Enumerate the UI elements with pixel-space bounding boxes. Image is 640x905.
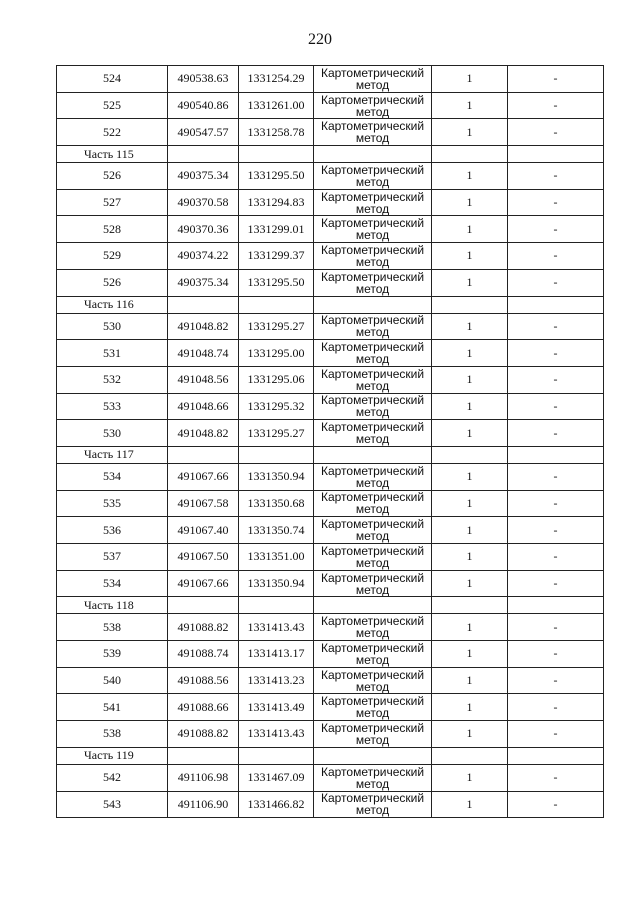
table-row bbox=[57, 764, 604, 791]
point-number-cell: 532 bbox=[57, 366, 168, 393]
point-number-cell: 538 bbox=[57, 614, 168, 641]
method-line-2: метод bbox=[355, 732, 390, 747]
empty-cell bbox=[508, 446, 604, 463]
method-cell bbox=[314, 189, 432, 216]
y-coordinate-cell: 1331295.00 bbox=[239, 340, 314, 367]
count-cell: 1 bbox=[432, 721, 508, 748]
method-line-1: Картометрический bbox=[320, 667, 425, 682]
dash-cell: - bbox=[508, 269, 604, 296]
count-cell: 1 bbox=[432, 694, 508, 721]
table-row bbox=[57, 641, 604, 668]
point-number-cell: 525 bbox=[57, 92, 168, 119]
count-cell: 1 bbox=[432, 66, 508, 93]
point-number-cell: 530 bbox=[57, 313, 168, 340]
dash-cell: - bbox=[508, 764, 604, 791]
method-cell bbox=[314, 694, 432, 721]
empty-cell bbox=[239, 747, 314, 764]
y-coordinate-cell: 1331258.78 bbox=[239, 119, 314, 146]
method-line-1: Картометрический bbox=[320, 216, 425, 231]
point-number-cell: 533 bbox=[57, 393, 168, 420]
y-coordinate-cell: 1331299.37 bbox=[239, 243, 314, 270]
method-line-1: Картометрический bbox=[320, 614, 425, 629]
empty-cell bbox=[432, 597, 508, 614]
empty-cell bbox=[432, 446, 508, 463]
y-coordinate-cell: 1331295.27 bbox=[239, 313, 314, 340]
x-coordinate-cell: 490538.63 bbox=[168, 66, 239, 93]
method-cell bbox=[314, 490, 432, 517]
table-row bbox=[57, 393, 604, 420]
method-line-2: метод bbox=[355, 378, 390, 393]
x-coordinate-cell: 491067.50 bbox=[168, 544, 239, 571]
x-coordinate-cell: 491048.82 bbox=[168, 313, 239, 340]
empty-cell bbox=[168, 296, 239, 313]
dash-cell: - bbox=[508, 216, 604, 243]
method-cell bbox=[314, 791, 432, 818]
method-line-2: метод bbox=[355, 325, 390, 340]
method-cell bbox=[314, 92, 432, 119]
method-line-1: Картометрический bbox=[320, 640, 425, 655]
count-cell: 1 bbox=[432, 667, 508, 694]
x-coordinate-cell: 491048.56 bbox=[168, 366, 239, 393]
count-cell: 1 bbox=[432, 463, 508, 490]
point-number-cell: 542 bbox=[57, 764, 168, 791]
method-line-2: метод bbox=[355, 529, 390, 544]
dash-cell: - bbox=[508, 313, 604, 340]
method-cell bbox=[314, 366, 432, 393]
method-cell bbox=[314, 313, 432, 340]
y-coordinate-cell: 1331413.17 bbox=[239, 641, 314, 668]
method-line-1: Картометрический bbox=[320, 694, 425, 709]
method-cell bbox=[314, 420, 432, 447]
point-number-cell: 534 bbox=[57, 570, 168, 597]
table-row bbox=[57, 490, 604, 517]
method-cell bbox=[314, 570, 432, 597]
point-number-cell: 529 bbox=[57, 243, 168, 270]
table-row bbox=[57, 92, 604, 119]
table-row bbox=[57, 366, 604, 393]
part-header-row bbox=[57, 146, 604, 163]
method-line-1: Картометрический bbox=[320, 162, 425, 177]
y-coordinate-cell: 1331466.82 bbox=[239, 791, 314, 818]
method-line-1: Картометрический bbox=[320, 189, 425, 204]
point-number-cell: 527 bbox=[57, 189, 168, 216]
method-line-1: Картометрический bbox=[320, 393, 425, 408]
method-line-2: метод bbox=[355, 626, 390, 641]
y-coordinate-cell: 1331294.83 bbox=[239, 189, 314, 216]
dash-cell: - bbox=[508, 544, 604, 571]
point-number-cell: 534 bbox=[57, 463, 168, 490]
point-number-cell: 526 bbox=[57, 163, 168, 190]
table-row bbox=[57, 216, 604, 243]
method-line-1: Картометрический bbox=[320, 791, 425, 806]
method-cell bbox=[314, 641, 432, 668]
method-line-2: метод bbox=[355, 201, 390, 216]
table-row bbox=[57, 119, 604, 146]
x-coordinate-cell: 491088.82 bbox=[168, 614, 239, 641]
count-cell: 1 bbox=[432, 119, 508, 146]
dash-cell: - bbox=[508, 517, 604, 544]
x-coordinate-cell: 491048.66 bbox=[168, 393, 239, 420]
x-coordinate-cell: 490540.86 bbox=[168, 92, 239, 119]
point-number-cell: 536 bbox=[57, 517, 168, 544]
point-number-cell: 538 bbox=[57, 721, 168, 748]
count-cell: 1 bbox=[432, 517, 508, 544]
point-number-cell: 524 bbox=[57, 66, 168, 93]
method-cell bbox=[314, 721, 432, 748]
y-coordinate-cell: 1331413.49 bbox=[239, 694, 314, 721]
dash-cell: - bbox=[508, 366, 604, 393]
x-coordinate-cell: 490375.34 bbox=[168, 269, 239, 296]
count-cell: 1 bbox=[432, 216, 508, 243]
method-cell bbox=[314, 614, 432, 641]
method-line-2: метод bbox=[355, 77, 390, 92]
part-header-row bbox=[57, 597, 604, 614]
method-cell bbox=[314, 463, 432, 490]
dash-cell: - bbox=[508, 393, 604, 420]
x-coordinate-cell: 491106.98 bbox=[168, 764, 239, 791]
y-coordinate-cell: 1331350.74 bbox=[239, 517, 314, 544]
table-row bbox=[57, 721, 604, 748]
method-cell bbox=[314, 667, 432, 694]
table-row bbox=[57, 544, 604, 571]
part-label: Часть 119 bbox=[57, 747, 168, 764]
method-cell bbox=[314, 517, 432, 544]
y-coordinate-cell: 1331350.94 bbox=[239, 570, 314, 597]
table-row bbox=[57, 189, 604, 216]
method-cell bbox=[314, 216, 432, 243]
y-coordinate-cell: 1331350.68 bbox=[239, 490, 314, 517]
method-line-1: Картометрический bbox=[320, 340, 425, 355]
table-row bbox=[57, 340, 604, 367]
table-row bbox=[57, 313, 604, 340]
method-line-2: метод bbox=[355, 502, 390, 517]
y-coordinate-cell: 1331295.06 bbox=[239, 366, 314, 393]
x-coordinate-cell: 490370.58 bbox=[168, 189, 239, 216]
point-number-cell: 537 bbox=[57, 544, 168, 571]
x-coordinate-cell: 491067.58 bbox=[168, 490, 239, 517]
method-line-2: метод bbox=[355, 803, 390, 818]
method-line-2: метод bbox=[355, 281, 390, 296]
point-number-cell: 528 bbox=[57, 216, 168, 243]
method-line-2: метод bbox=[355, 131, 390, 146]
method-line-1: Картометрический bbox=[320, 269, 425, 284]
point-number-cell: 543 bbox=[57, 791, 168, 818]
page-number: 220 bbox=[308, 31, 332, 48]
empty-cell bbox=[239, 296, 314, 313]
method-line-1: Картометрический bbox=[320, 764, 425, 779]
method-line-2: метод bbox=[355, 104, 390, 119]
point-number-cell: 522 bbox=[57, 119, 168, 146]
count-cell: 1 bbox=[432, 420, 508, 447]
x-coordinate-cell: 491106.90 bbox=[168, 791, 239, 818]
y-coordinate-cell: 1331467.09 bbox=[239, 764, 314, 791]
dash-cell: - bbox=[508, 667, 604, 694]
method-line-1: Картометрический bbox=[320, 313, 425, 328]
empty-cell bbox=[508, 146, 604, 163]
dash-cell: - bbox=[508, 340, 604, 367]
empty-cell bbox=[314, 747, 432, 764]
empty-cell bbox=[432, 146, 508, 163]
method-line-2: метод bbox=[355, 475, 390, 490]
table-row bbox=[57, 614, 604, 641]
method-line-1: Картометрический bbox=[320, 119, 425, 134]
method-line-2: метод bbox=[355, 432, 390, 447]
empty-cell bbox=[239, 597, 314, 614]
x-coordinate-cell: 491067.66 bbox=[168, 570, 239, 597]
dash-cell: - bbox=[508, 570, 604, 597]
method-cell bbox=[314, 269, 432, 296]
method-line-1: Картометрический bbox=[320, 543, 425, 558]
method-line-2: метод bbox=[355, 352, 390, 367]
y-coordinate-cell: 1331351.00 bbox=[239, 544, 314, 571]
y-coordinate-cell: 1331295.32 bbox=[239, 393, 314, 420]
count-cell: 1 bbox=[432, 570, 508, 597]
point-number-cell: 535 bbox=[57, 490, 168, 517]
count-cell: 1 bbox=[432, 641, 508, 668]
part-label: Часть 116 bbox=[57, 296, 168, 313]
method-line-2: метод bbox=[355, 652, 390, 667]
count-cell: 1 bbox=[432, 764, 508, 791]
method-line-2: метод bbox=[355, 776, 390, 791]
count-cell: 1 bbox=[432, 269, 508, 296]
table-row bbox=[57, 570, 604, 597]
point-number-cell: 541 bbox=[57, 694, 168, 721]
x-coordinate-cell: 490374.22 bbox=[168, 243, 239, 270]
y-coordinate-cell: 1331295.50 bbox=[239, 269, 314, 296]
point-number-cell: 530 bbox=[57, 420, 168, 447]
method-line-2: метод bbox=[355, 679, 390, 694]
x-coordinate-cell: 491088.74 bbox=[168, 641, 239, 668]
dash-cell: - bbox=[508, 119, 604, 146]
x-coordinate-cell: 491088.82 bbox=[168, 721, 239, 748]
x-coordinate-cell: 491048.74 bbox=[168, 340, 239, 367]
empty-cell bbox=[314, 446, 432, 463]
table-row bbox=[57, 243, 604, 270]
dash-cell: - bbox=[508, 189, 604, 216]
point-number-cell: 526 bbox=[57, 269, 168, 296]
method-line-2: метод bbox=[355, 555, 390, 570]
part-label: Часть 117 bbox=[57, 446, 168, 463]
x-coordinate-cell: 491067.66 bbox=[168, 463, 239, 490]
count-cell: 1 bbox=[432, 243, 508, 270]
method-line-1: Картометрический bbox=[320, 463, 425, 478]
x-coordinate-cell: 491048.82 bbox=[168, 420, 239, 447]
coordinates-table-body bbox=[57, 66, 604, 818]
x-coordinate-cell: 491088.56 bbox=[168, 667, 239, 694]
part-label: Часть 118 bbox=[57, 597, 168, 614]
y-coordinate-cell: 1331350.94 bbox=[239, 463, 314, 490]
table-row bbox=[57, 66, 604, 93]
count-cell: 1 bbox=[432, 490, 508, 517]
y-coordinate-cell: 1331413.43 bbox=[239, 721, 314, 748]
table-row bbox=[57, 463, 604, 490]
count-cell: 1 bbox=[432, 544, 508, 571]
dash-cell: - bbox=[508, 243, 604, 270]
table-row bbox=[57, 517, 604, 544]
part-label: Часть 115 bbox=[57, 146, 168, 163]
empty-cell bbox=[314, 597, 432, 614]
y-coordinate-cell: 1331261.00 bbox=[239, 92, 314, 119]
y-coordinate-cell: 1331413.43 bbox=[239, 614, 314, 641]
count-cell: 1 bbox=[432, 340, 508, 367]
empty-cell bbox=[168, 446, 239, 463]
y-coordinate-cell: 1331295.50 bbox=[239, 163, 314, 190]
method-line-2: метод bbox=[355, 706, 390, 721]
x-coordinate-cell: 491067.40 bbox=[168, 517, 239, 544]
method-line-2: метод bbox=[355, 582, 390, 597]
dash-cell: - bbox=[508, 420, 604, 447]
method-line-2: метод bbox=[355, 254, 390, 269]
y-coordinate-cell: 1331254.29 bbox=[239, 66, 314, 93]
table-row bbox=[57, 420, 604, 447]
dash-cell: - bbox=[508, 92, 604, 119]
point-number-cell: 531 bbox=[57, 340, 168, 367]
method-cell bbox=[314, 163, 432, 190]
point-number-cell: 539 bbox=[57, 641, 168, 668]
x-coordinate-cell: 490370.36 bbox=[168, 216, 239, 243]
method-cell bbox=[314, 764, 432, 791]
dash-cell: - bbox=[508, 641, 604, 668]
part-header-row bbox=[57, 446, 604, 463]
count-cell: 1 bbox=[432, 189, 508, 216]
coordinates-table bbox=[56, 65, 604, 818]
count-cell: 1 bbox=[432, 92, 508, 119]
method-line-1: Картометрический bbox=[320, 517, 425, 532]
method-line-2: метод bbox=[355, 228, 390, 243]
x-coordinate-cell: 490547.57 bbox=[168, 119, 239, 146]
method-line-2: метод bbox=[355, 174, 390, 189]
dash-cell: - bbox=[508, 66, 604, 93]
method-line-1: Картометрический bbox=[320, 242, 425, 257]
count-cell: 1 bbox=[432, 163, 508, 190]
empty-cell bbox=[314, 296, 432, 313]
method-cell bbox=[314, 119, 432, 146]
empty-cell bbox=[168, 146, 239, 163]
method-cell bbox=[314, 66, 432, 93]
empty-cell bbox=[508, 296, 604, 313]
y-coordinate-cell: 1331299.01 bbox=[239, 216, 314, 243]
method-line-1: Картометрический bbox=[320, 570, 425, 585]
point-number-cell: 540 bbox=[57, 667, 168, 694]
method-cell bbox=[314, 393, 432, 420]
dash-cell: - bbox=[508, 163, 604, 190]
empty-cell bbox=[239, 146, 314, 163]
empty-cell bbox=[432, 747, 508, 764]
dash-cell: - bbox=[508, 694, 604, 721]
dash-cell: - bbox=[508, 791, 604, 818]
table-row bbox=[57, 694, 604, 721]
count-cell: 1 bbox=[432, 614, 508, 641]
part-header-row bbox=[57, 296, 604, 313]
y-coordinate-cell: 1331295.27 bbox=[239, 420, 314, 447]
table-row bbox=[57, 791, 604, 818]
method-line-1: Картометрический bbox=[320, 720, 425, 735]
method-line-1: Картометрический bbox=[320, 420, 425, 435]
empty-cell bbox=[432, 296, 508, 313]
method-line-1: Картометрический bbox=[320, 65, 425, 80]
method-line-1: Картометрический bbox=[320, 92, 425, 107]
dash-cell: - bbox=[508, 614, 604, 641]
count-cell: 1 bbox=[432, 791, 508, 818]
empty-cell bbox=[508, 597, 604, 614]
table-row bbox=[57, 667, 604, 694]
y-coordinate-cell: 1331413.23 bbox=[239, 667, 314, 694]
method-cell bbox=[314, 340, 432, 367]
dash-cell: - bbox=[508, 490, 604, 517]
empty-cell bbox=[168, 597, 239, 614]
x-coordinate-cell: 490375.34 bbox=[168, 163, 239, 190]
dash-cell: - bbox=[508, 721, 604, 748]
table-row bbox=[57, 269, 604, 296]
x-coordinate-cell: 491088.66 bbox=[168, 694, 239, 721]
empty-cell bbox=[239, 446, 314, 463]
table-row bbox=[57, 163, 604, 190]
method-line-1: Картометрический bbox=[320, 490, 425, 505]
dash-cell: - bbox=[508, 463, 604, 490]
method-cell bbox=[314, 544, 432, 571]
method-line-1: Картометрический bbox=[320, 366, 425, 381]
empty-cell bbox=[168, 747, 239, 764]
part-header-row bbox=[57, 747, 604, 764]
method-line-2: метод bbox=[355, 405, 390, 420]
count-cell: 1 bbox=[432, 313, 508, 340]
method-cell bbox=[314, 243, 432, 270]
empty-cell bbox=[314, 146, 432, 163]
count-cell: 1 bbox=[432, 393, 508, 420]
empty-cell bbox=[508, 747, 604, 764]
count-cell: 1 bbox=[432, 366, 508, 393]
